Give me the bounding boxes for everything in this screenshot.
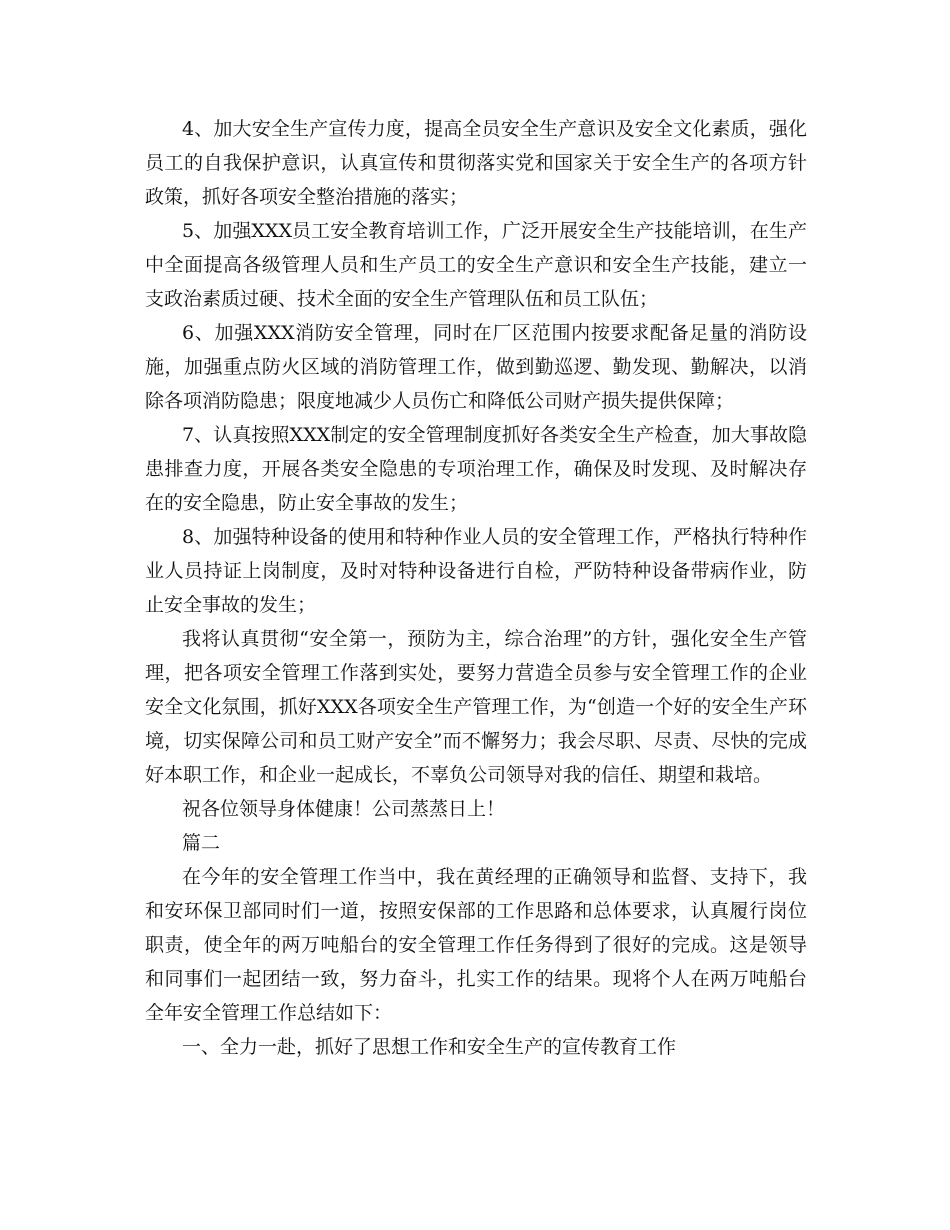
paragraph-item-4: 4、加大安全生产宣传力度，提高全员安全生产意识及安全文化素质，强化员工的自我保护意识，认真宣传和贯彻落实党和国家关于安全生产的各项方针政策，抓好各项安全整治措施的落实； (145, 118, 807, 208)
document-body (145, 112, 807, 1064)
paragraph-item-7: 7、认真按照XXX制定的安全管理制度抓好各类安全生产检查，加大事故隐患排查力度，开展各类安全隐患的专项治理工作，确保及时发现、及时解决存在的安全隐患，防止安全事故的发生； (145, 424, 807, 514)
paragraph-commitment: 我将认真贯彻“安全第一，预防为主，综合治理”的方针，强化安全生产管理，把各项安全管理工作落到实处，要努力营造全员参与安全管理工作的企业安全文化氛围，抓好XXX各项安全生产管理工作，为“创造一个好的安全生产环境，切实保障公司和员工财产安全”而不懈努力；我会尽职、尽责、尽快的完成好本职工作，和企业一起成长，不辜负公司领导对我的信任、期望和栽培。 (145, 628, 807, 786)
paragraph-wishes: 祝各位领导身体健康！公司蒸蒸日上！ (182, 798, 506, 820)
paragraph-item-6: 6、加强XXX消防安全管理，同时在厂区范围内按要求配备足量的消防设施，加强重点防火区域的消防管理工作，做到勤巡逻、勤发现、勤解决，以消除各项消防隐患；限度地减少人员伤亡和降低公司财产损失提供保障； (145, 322, 807, 412)
section-heading-part-two: 篇二 (182, 832, 221, 854)
paragraph-part-two-intro: 在今年的安全管理工作当中，我在黄经理的正确领导和监督、支持下，我和安环保卫部同时们一道，按照安保部的工作思路和总体要求，认真履行岗位职责，使全年的两万吨船台的安全管理工作任务得到了很好的完成。这是领导和同事们一起团结一致，努力奋斗，扎实工作的结果。现将个人在两万吨船台全年安全管理工作总结如下： (145, 866, 807, 1024)
section-heading-one: 一、全力一赴，抓好了思想工作和安全生产的宣传教育工作 (182, 1036, 677, 1058)
paragraph-item-5: 5、加强XXX员工安全教育培训工作，广泛开展安全生产技能培训，在生产中全面提高各级管理人员和生产员工的安全生产意识和安全生产技能，建立一支政治素质过硬、技术全面的安全生产管理队伍和员工队伍； (145, 220, 807, 310)
paragraph-item-8: 8、加强特种设备的使用和特种作业人员的安全管理工作，严格执行特种作业人员持证上岗制度，及时对特种设备进行自检，严防特种设备带病作业，防止安全事故的发生； (145, 526, 807, 616)
